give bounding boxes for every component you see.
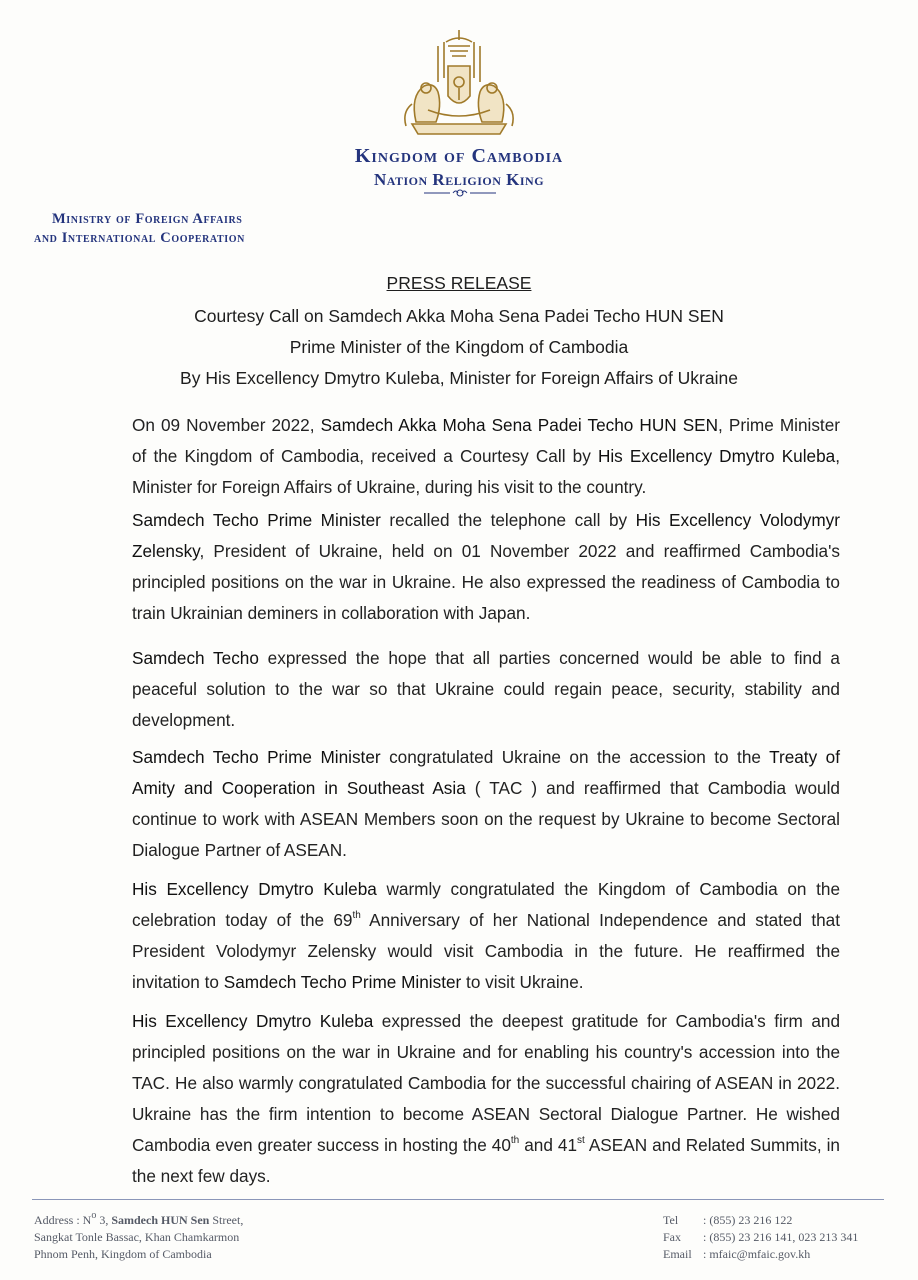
text-run: , Minister for Foreign Affairs of Ukraine, during his visit to the country. (132, 446, 841, 497)
name-emphasis: Samdech Techo (132, 648, 259, 668)
text-run: 3, (96, 1213, 112, 1227)
press-release-label: PRESS RELEASE (386, 273, 532, 293)
name-emphasis: Samdech Techo Prime Minister (132, 510, 381, 530)
paragraph-1 (132, 410, 840, 503)
subtitle-line-3: By His Excellency Dmytro Kuleba, Minister for Foreign Affairs of Ukraine (180, 368, 738, 388)
footer-divider (32, 1199, 884, 1200)
name-emphasis: His Excellency Dmytro Kuleba (132, 879, 377, 899)
national-motto: Nation Religion King (373, 170, 545, 189)
subtitle-line-2: Prime Minister of the Kingdom of Cambodia (289, 337, 629, 357)
ornament-divider-icon (420, 188, 500, 198)
ministry-name (34, 210, 334, 248)
kingdom-name: Kingdom of Cambodia (354, 145, 564, 167)
paragraph-3 (132, 643, 840, 736)
royal-arms-of-cambodia-icon (398, 26, 520, 142)
text-run: congratulated Ukraine on the accession to the (380, 747, 770, 767)
press-release-title (0, 273, 918, 294)
paragraph-2 (132, 505, 840, 629)
email-label: Email (663, 1247, 692, 1261)
text-run: expressed the deepest gratitude for Cambodia's firm and principled positions on the war in Ukraine and for enabling his country's accession into the TAC. He also warmly congratulated Cambodia for the successful chairing of ASEAN in 2022. Ukraine has the firm intention to become ASEAN Sectoral Dialogue Partner. He wished Cambodia even greater success in hosting the 40 (132, 1011, 841, 1155)
name-emphasis: His Excellency Volodymyr Zelensky (132, 510, 840, 561)
fax-label: Fax (663, 1230, 681, 1244)
text-run: , Prime Minister of the Kingdom of Cambodia, received a Courtesy Call by (132, 415, 840, 466)
text-run: and 41 (519, 1135, 578, 1155)
name-emphasis: Samdech Akka Moha Sena Padei Techo HUN SEN (320, 415, 719, 435)
text-run: ASEAN and Related Summits, in the next few days. (132, 1135, 840, 1186)
paragraph-5 (132, 874, 840, 998)
text-run: Anniversary of her National Independence and stated that President Volodymyr Zelensky would visit Cambodia in the future. He reaffirmed the invitation to (132, 910, 840, 992)
name-emphasis: Samdech Techo Prime Minister (223, 972, 462, 992)
email-address[interactable]: : mfaic@mfaic.gov.kh (703, 1247, 811, 1261)
ministry-line-1: Ministry of Foreign Affairs (52, 211, 243, 227)
text-run: On 09 November 2022, (132, 415, 321, 435)
subtitle-line-1: Courtesy Call on Samdech Akka Moha Sena Padei Techo HUN SEN (194, 306, 724, 326)
footer-contact (663, 1212, 858, 1263)
text-run: recalled the telephone call by (380, 510, 636, 530)
ordinal-suffix: st (577, 1135, 585, 1147)
text-run: , President of Ukraine, held on 01 November 2022 and reaffirmed Cambodia's principled positions on the war in Ukraine. He also expressed the readiness of Cambodia to train Ukrainian deminers in collaboration with Japan. (132, 541, 840, 623)
name-emphasis: Treaty of Amity and Cooperation in Southeast Asia (132, 747, 840, 798)
text-run: Street, (209, 1213, 244, 1227)
email-line (663, 1246, 858, 1263)
name-emphasis: His Excellency Dmytro Kuleba (597, 446, 836, 466)
paragraph-4 (132, 742, 840, 866)
text-run: ( TAC ) and reaffirmed that Cambodia would continue to work with ASEAN Members soon on the request by Ukraine to become Sectoral Dialogue Partner of ASEAN. (132, 778, 840, 860)
fax-line (663, 1229, 858, 1246)
text-run: expressed the hope that all parties concerned would be able to find a peaceful solution to the war so that Ukraine could regain peace, security, stability and development. (132, 648, 840, 730)
ordinal-suffix: th (352, 910, 361, 922)
tel-line (663, 1212, 858, 1229)
text-run: warmly congratulated the Kingdom of Cambodia on the celebration today of the 69 (132, 879, 841, 930)
letterhead (0, 145, 918, 190)
ordinal-suffix: th (510, 1135, 520, 1147)
fax-number: : (855) 23 216 141, 023 213 341 (703, 1230, 859, 1244)
name-emphasis: His Excellency Dmytro Kuleba (132, 1011, 374, 1031)
text-run: Address : N (34, 1213, 92, 1227)
footer-address (34, 1212, 243, 1263)
number-sign: o (91, 1210, 97, 1221)
address-line-2: Sangkat Tonle Bassac, Khan Chamkarmon (34, 1230, 240, 1244)
name-emphasis: Samdech Techo Prime Minister (132, 747, 381, 767)
address-line-3: Phnom Penh, Kingdom of Cambodia (34, 1247, 212, 1261)
tel-number: : (855) 23 216 122 (703, 1213, 793, 1227)
text-run: to visit Ukraine. (461, 972, 584, 992)
ministry-line-2: and International Cooperation (34, 230, 245, 246)
tel-label: Tel (663, 1213, 679, 1227)
address-line-1 (34, 1212, 243, 1229)
paragraph-6 (132, 1006, 840, 1192)
street-name: Samdech HUN Sen (111, 1213, 210, 1227)
